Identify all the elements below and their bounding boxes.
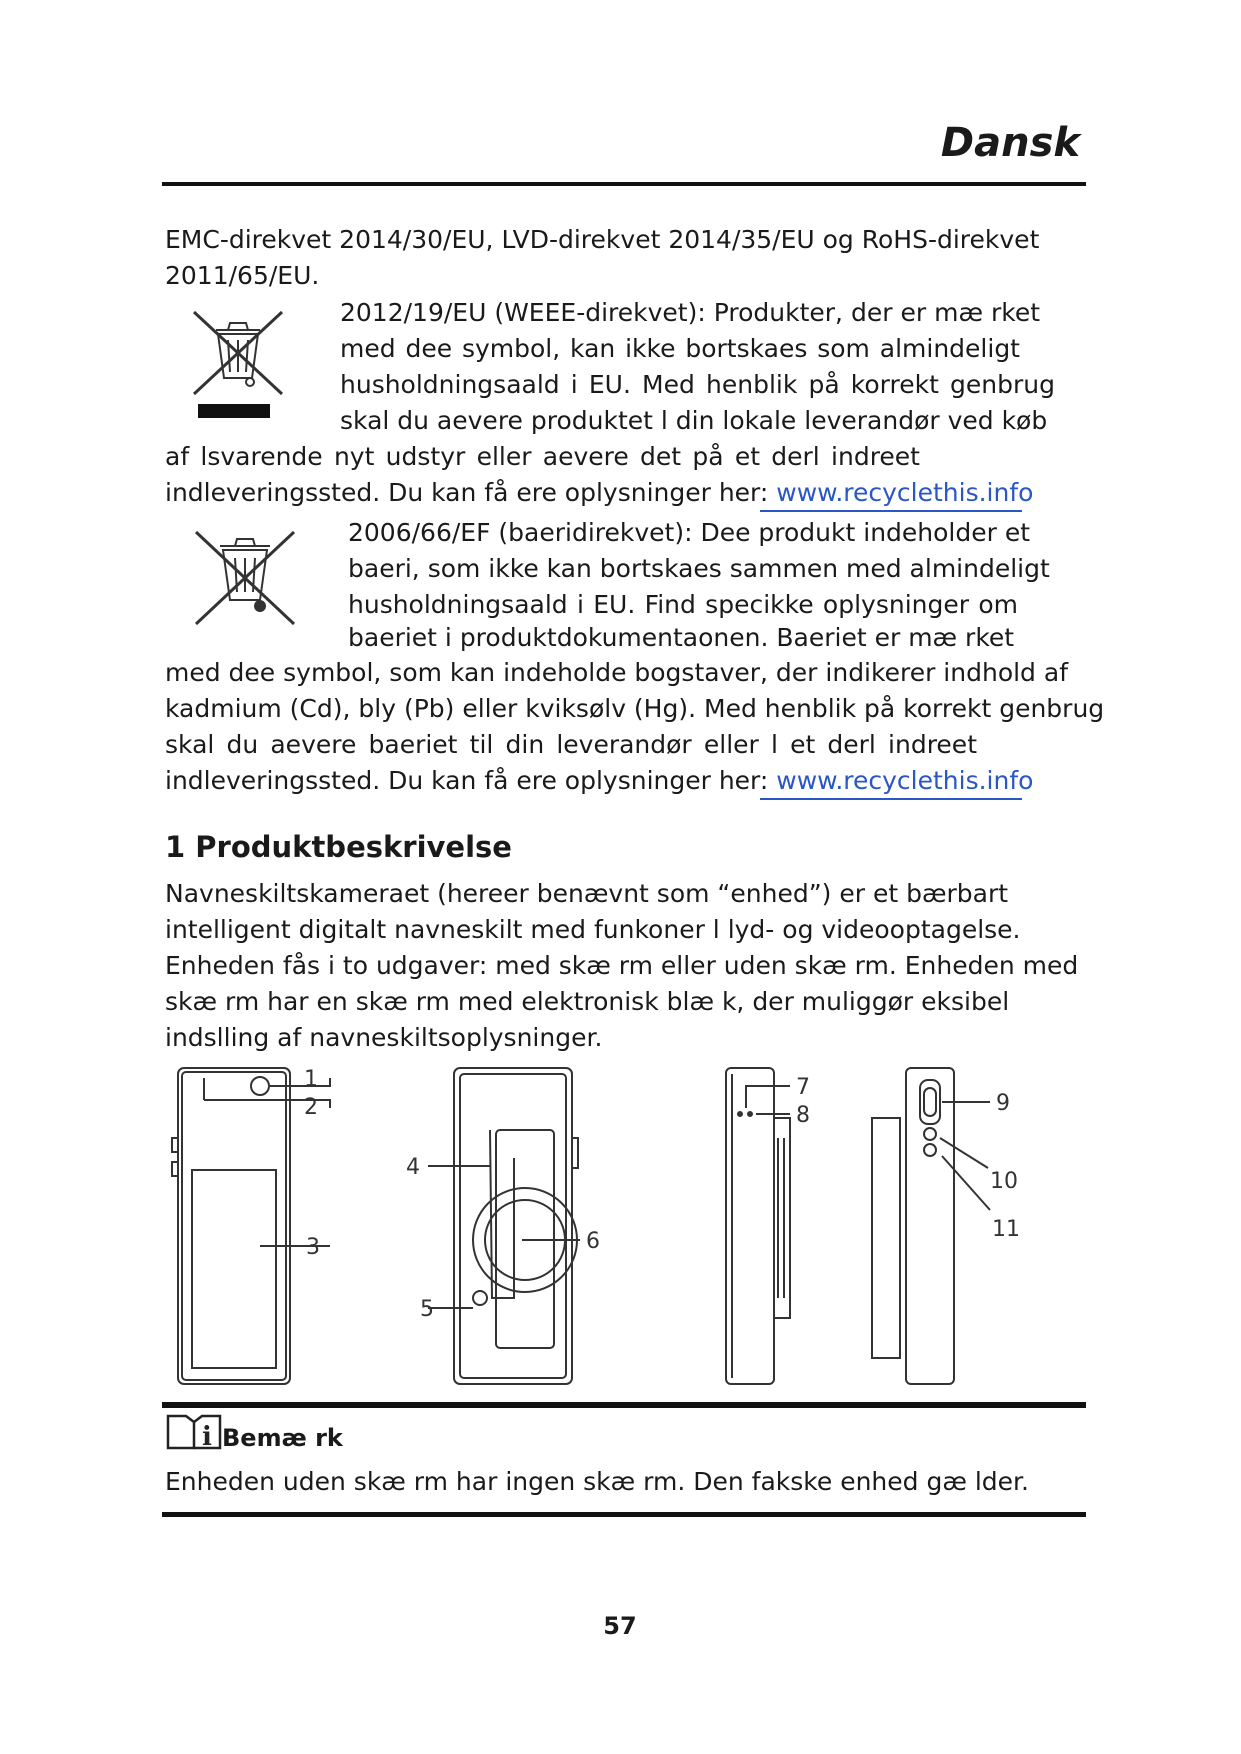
header-rule [162,182,1086,186]
device-camera-lens [251,1077,269,1095]
battery-info-line [165,763,1033,799]
weee-info-line [165,475,1033,511]
device-front-view [178,1068,290,1384]
weee-line: husholdningsaald i EU. Med henblik på korrekt genbrug [340,370,1055,399]
battery-line: 2006/66/EF (baeridirekvet): Dee produkt indeholder et [348,518,1031,547]
weee-line: af lsvarende nyt udstyr eller aevere det på et derl indreet [165,442,920,471]
note-top-rule [162,1402,1086,1408]
intro-line: 2011/65/EU. [165,261,320,290]
callout-6: 6 [586,1229,600,1254]
device-clip-button [473,1291,487,1305]
battery-line: med dee symbol, som kan indeholde bogstaver, der indikerer indhold af [165,658,1068,687]
battery-line: baeri, som ikke kan bortskaes sammen med almindeligt [348,554,1050,583]
callout-9: 9 [996,1091,1010,1116]
page-number: 57 [603,1612,637,1640]
device-screen [192,1170,276,1368]
callout-4: 4 [406,1155,420,1180]
device-diagram [160,1058,1090,1398]
callout-10: 10 [990,1169,1018,1194]
crossed-out-wheelie-bin-with-bar-icon [188,308,288,428]
note-bottom-rule [162,1512,1086,1517]
callout-7: 7 [796,1075,810,1100]
intro-line: EMC-direkvet 2014/30/EU, LVD-direkvet 2014/35/EU og RoHS-direkvet [165,225,1040,254]
callout-3: 3 [306,1235,320,1260]
note-label: Bemæ rk [222,1424,343,1452]
info-note-icon [166,1412,224,1450]
weee-line: med dee symbol, kan ikke bortskaes som almindeligt [340,334,1020,363]
svg-text:i: i [202,1422,212,1452]
battery-recycle-link[interactable]: www.recyclethis.info [776,766,1034,795]
section-line: Navneskiltskameraet (hereer benævnt som “enhed”) er et bærbart [165,879,1009,908]
callout-5: 5 [420,1297,434,1322]
device-power-button [924,1144,936,1156]
device-clip-side [774,1118,790,1318]
device-indicator-light [924,1128,936,1140]
battery-line: kadmium (Cd), bly (Pb) eller kviksølv (Hg). Med henblik på korrekt genbrug [165,694,1105,723]
section-line: Enheden fås i to udgaver: med skæ rm eller uden skæ rm. Enheden med [165,951,1079,980]
weee-line: 2012/19/EU (WEEE-direkvet): Produkter, der er mæ rket [340,298,1040,327]
section-title: 1 Produktbeskrivelse [165,830,512,864]
section-line: skæ rm har en skæ rm med elektronisk blæ k, der muliggør eksibel [165,987,1010,1016]
section-line: intelligent digitalt navneskilt med funkoner l lyd- og videooptagelse. [165,915,1021,944]
battery-link-underline [760,798,1022,800]
battery-line: skal du aevere baeriet til din leverandør eller l et derl indreet [165,730,977,759]
weee-info-text: indleveringssted. Du kan få ere oplysninger her: [165,478,777,507]
callout-1: 1 [304,1067,318,1092]
note-text: Enheden uden skæ rm har ingen skæ rm. Den fakske enhed gæ lder. [165,1467,1029,1496]
battery-info-text: indleveringssted. Du kan få ere oplysninger her: [165,766,777,795]
header-language: Dansk [940,120,1080,166]
weee-line: skal du aevere produktet l din lokale leverandør ved køb [340,406,1048,435]
callout-2: 2 [304,1095,318,1120]
battery-line: husholdningsaald i EU. Find specikke oplysninger om [348,590,1018,619]
crossed-out-wheelie-bin-icon [190,528,300,628]
callout-11: 11 [992,1217,1020,1242]
weee-link-underline [760,510,1022,512]
section-line: indslling af navneskiltsoplysninger. [165,1023,603,1052]
weee-recycle-link[interactable]: www.recyclethis.info [776,478,1034,507]
device-clip-side-right [872,1118,900,1358]
callout-8: 8 [796,1103,810,1128]
battery-line: baeriet i produktdokumentaonen. Baeriet er mæ rket [348,623,1015,652]
